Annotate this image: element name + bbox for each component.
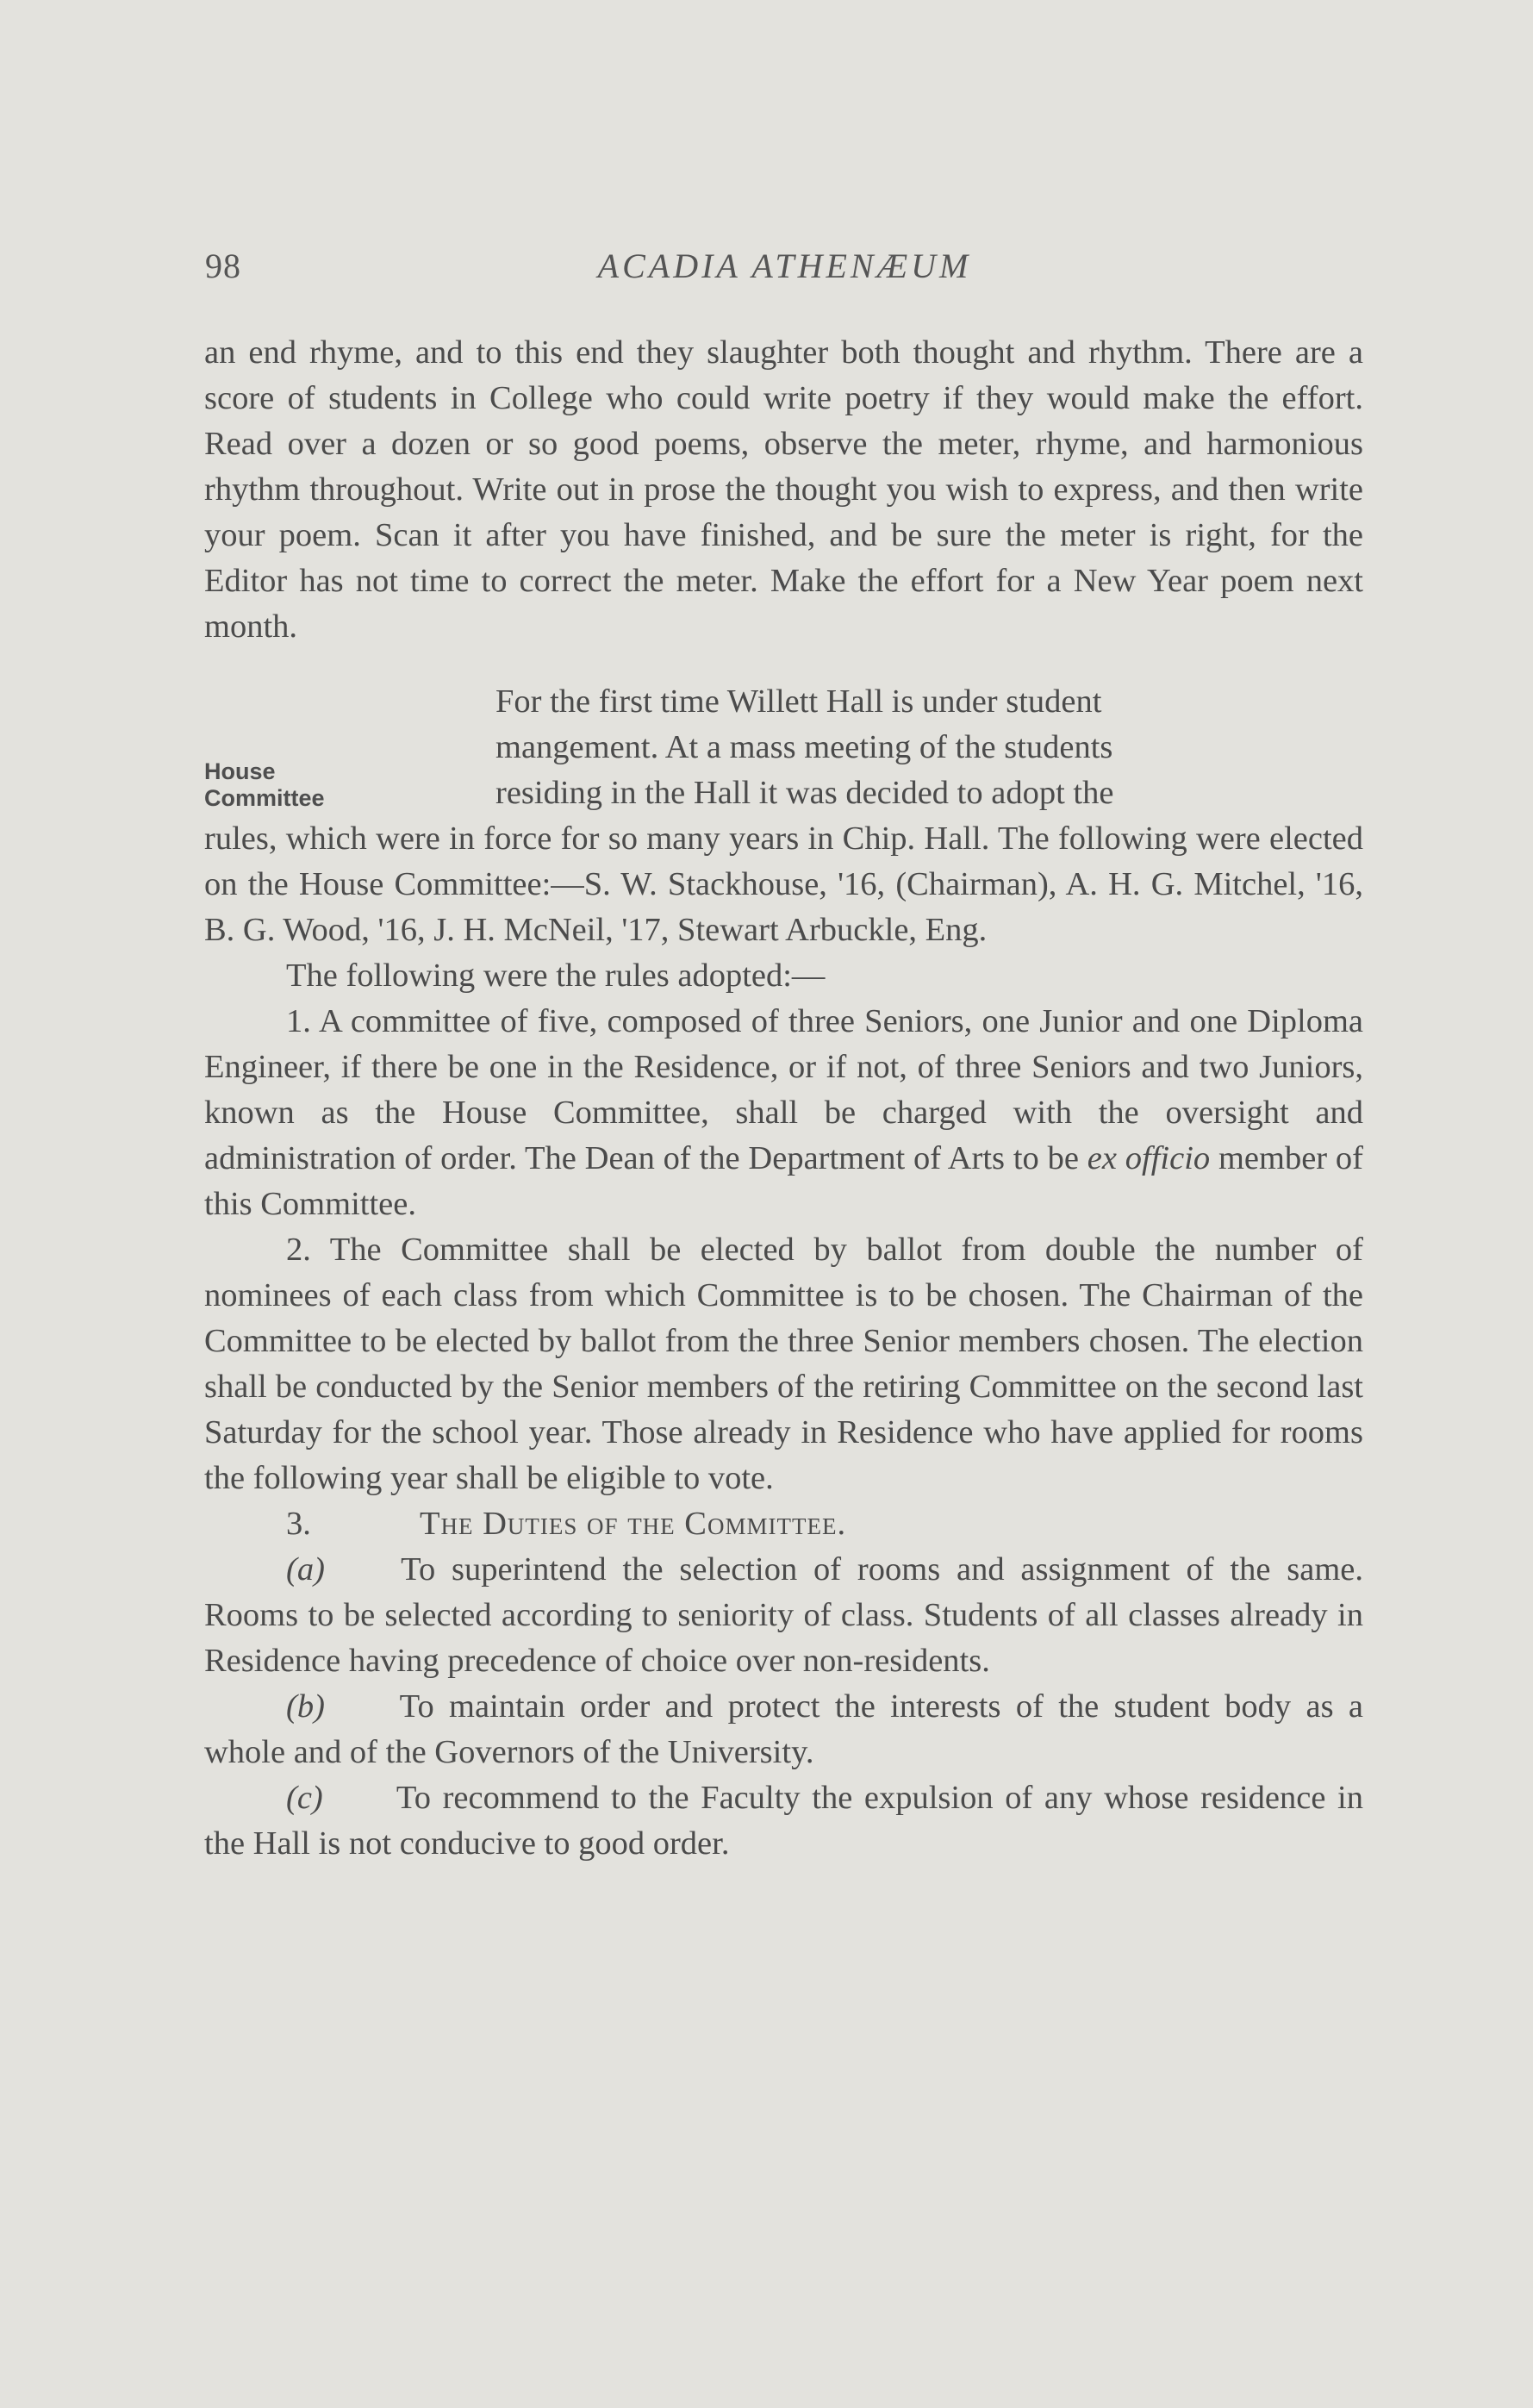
page-header	[205, 246, 1364, 297]
duty-a-label: (a)	[286, 1551, 325, 1588]
rule-3-title: The Duties of the Committee.	[420, 1506, 847, 1542]
rule-3-number: 3.	[286, 1506, 311, 1542]
intro-paragraph: an end rhyme, and to this end they slaughter both thought and rhythm. There are a score of students in College who could write poetry if they would make the effort. Read over a dozen or so good poems, observe the meter, rhyme, and harmonious rhythm throughout. Write out in prose the thought you wish to express, and then write your poem. Scan it after you have finished, and be sure the meter is right, for the Editor has not time to correct the meter. Make the effort for a New Year poem next month.	[204, 334, 1363, 645]
duty-b-label: (b)	[286, 1688, 325, 1725]
duty-a-text: To superintend the selection of rooms and assignment of the same. Rooms to be selected according to seniority of class. Students of all classes already in Residence having precedence of choice over non-residents.	[204, 1551, 1363, 1679]
rule-1-italic: ex officio	[1087, 1140, 1211, 1176]
running-title: ACADIA ATHENÆUM	[597, 246, 972, 285]
duty-c	[204, 1775, 1363, 1867]
rule-1	[204, 999, 1363, 1227]
sidebar-label-line1: House	[204, 758, 276, 784]
hall-line-1: For the first time Willett Hall is under student	[495, 683, 1102, 720]
duty-c-label: (c)	[286, 1780, 323, 1816]
page-number: 98	[205, 246, 241, 285]
hall-paragraph-rest: rules, which were in force for so many years in Chip. Hall. The following were elected on the House Committee:—S. W. Stackhouse, '16, (Chairman), A. H. G. Mitchel, '16, B. G. Wood, '16, J. H. McNeil, '17, Stewart Arbuckle, Eng.	[204, 820, 1363, 948]
rule-1-text: 1. A committee of five, composed of three Seniors, one Junior and one Diploma Engineer, if there be one in the Residence, or if not, of three Seniors and two Juniors, known as the House Committee, shall be charged with the oversight and administration of order. The Dean of the Department of Arts to be	[204, 1003, 1363, 1176]
hall-line-2: mangement. At a mass meeting of the students	[495, 729, 1113, 765]
article-body	[204, 330, 1363, 1867]
house-committee-paragraph	[204, 679, 1363, 953]
rule-3-heading	[204, 1501, 1363, 1547]
sidebar-label-line2: Committee	[204, 785, 325, 811]
hall-line-3: residing in the Hall it was decided to adopt the	[495, 775, 1114, 811]
rule-1-text-end: member of this Committee.	[204, 1140, 1364, 1222]
duty-c-text: To recommend to the Faculty the expulsion of any whose residence in the Hall is not conducive to good order.	[204, 1780, 1363, 1862]
duty-b-text: To maintain order and protect the interests of the student body as a whole and of the Governors of the University.	[204, 1688, 1363, 1770]
rule-2: 2. The Committee shall be elected by ballot from double the number of nominees of each class from which Committee is to be chosen. The Chairman of the Committee to be elected by ballot from the three Senior members chosen. The election shall be conducted by the Senior members of the retiring Committee on the second last Saturday for the school year. Those already in Residence who have applied for rooms the following year shall be eligible to vote.	[204, 1232, 1363, 1496]
duty-a	[204, 1547, 1363, 1684]
duty-b	[204, 1684, 1363, 1775]
rules-intro: The following were the rules adopted:—	[286, 958, 826, 994]
